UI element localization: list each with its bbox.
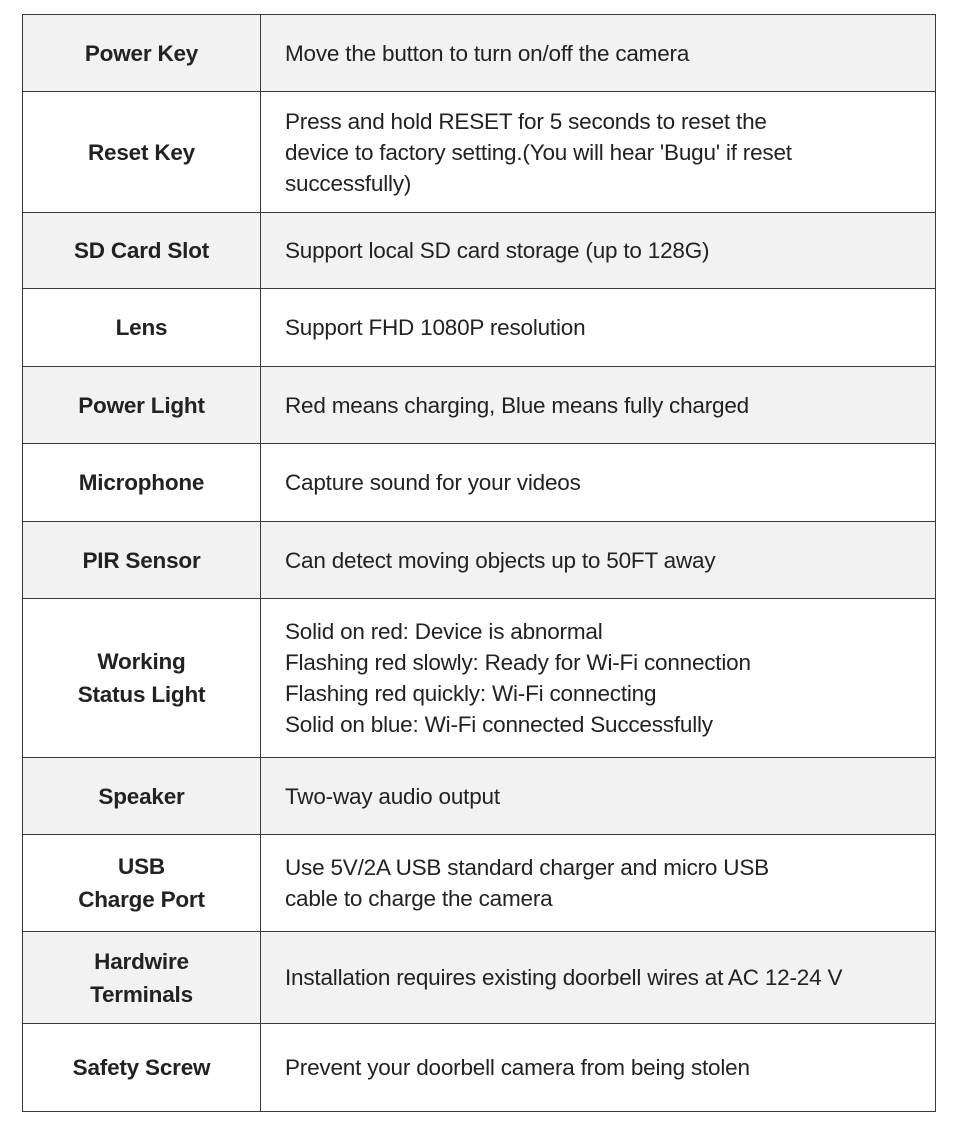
table-row — [23, 932, 936, 1024]
feature-name: Charge Port — [78, 887, 205, 912]
feature-name-cell — [23, 444, 261, 522]
feature-description-line: Move the button to turn on/off the camera — [285, 40, 690, 66]
feature-description-line: Two-way audio output — [285, 783, 500, 809]
feature-description-cell — [261, 367, 936, 444]
feature-name: Terminals — [90, 981, 193, 1007]
feature-description-cell — [261, 289, 936, 367]
feature-description-line: Can detect moving objects up to 50FT away — [285, 547, 716, 573]
table-row — [23, 92, 936, 213]
table-row — [23, 835, 936, 932]
feature-name-cell — [23, 1024, 261, 1112]
feature-description-line: successfully) — [285, 170, 412, 196]
feature-name: Working — [97, 649, 186, 674]
feature-description-cell — [261, 92, 936, 213]
feature-name-cell — [23, 758, 261, 835]
feature-description-cell — [261, 15, 936, 92]
feature-name: Safety Screw — [72, 1055, 211, 1080]
feature-description-line: Installation requires existing doorbell wires at AC 12-24 V — [285, 965, 843, 990]
feature-name: USB — [118, 854, 165, 879]
table-row — [23, 444, 936, 522]
feature-description-cell — [261, 932, 936, 1024]
feature-description-line: Flashing red quickly: Wi-Fi connecting — [285, 681, 657, 706]
feature-description-cell — [261, 444, 936, 522]
feature-name: PIR Sensor — [82, 547, 201, 573]
feature-name-cell — [23, 835, 261, 932]
feature-name-cell — [23, 213, 261, 289]
feature-name-cell — [23, 932, 261, 1024]
feature-description-cell — [261, 522, 936, 599]
feature-description-line: Prevent your doorbell camera from being stolen — [285, 1055, 750, 1080]
feature-name-cell — [23, 367, 261, 444]
feature-description-cell — [261, 599, 936, 758]
feature-description-line: Support FHD 1080P resolution — [285, 315, 586, 340]
feature-name-cell — [23, 15, 261, 92]
feature-name: Reset Key — [87, 139, 195, 165]
feature-description-cell — [261, 213, 936, 289]
feature-name: Microphone — [78, 470, 205, 495]
feature-name: SD Card Slot — [73, 238, 210, 263]
table-row — [23, 522, 936, 599]
table-row — [23, 289, 936, 367]
feature-name: Power Key — [84, 40, 199, 66]
feature-description-line: Red means charging, Blue means fully charged — [285, 392, 749, 418]
table-row — [23, 599, 936, 758]
feature-description-line: Capture sound for your videos — [285, 470, 581, 495]
feature-description-line: Solid on blue: Wi-Fi connected Successfully — [285, 712, 713, 737]
table-row — [23, 213, 936, 289]
feature-name: Lens — [115, 315, 168, 340]
feature-description-cell — [261, 1024, 936, 1112]
feature-name: Status Light — [77, 682, 206, 707]
feature-name-cell — [23, 522, 261, 599]
feature-name: Power Light — [78, 392, 205, 418]
feature-name-cell — [23, 599, 261, 758]
feature-description-cell — [261, 758, 936, 835]
feature-name: Speaker — [98, 783, 185, 809]
feature-description-line: Solid on red: Device is abnormal — [285, 619, 603, 644]
feature-description-line: Support local SD card storage (up to 128G) — [285, 238, 710, 263]
feature-description-line: Press and hold RESET for 5 seconds to reset the — [285, 108, 767, 134]
feature-description-line: Flashing red slowly: Ready for Wi-Fi connection — [285, 650, 751, 675]
feature-description-cell — [261, 835, 936, 932]
feature-name-cell — [23, 289, 261, 367]
feature-name: Hardwire — [94, 948, 189, 974]
table-row — [23, 758, 936, 835]
spec-table — [22, 14, 936, 1112]
feature-name-cell — [23, 92, 261, 213]
table-row — [23, 367, 936, 444]
feature-description-line: cable to charge the camera — [285, 886, 553, 911]
feature-description-line: Use 5V/2A USB standard charger and micro USB — [285, 855, 769, 880]
table-row — [23, 1024, 936, 1112]
table-row — [23, 15, 936, 92]
feature-description-line: device to factory setting.(You will hear 'Bugu' if reset — [285, 139, 792, 165]
